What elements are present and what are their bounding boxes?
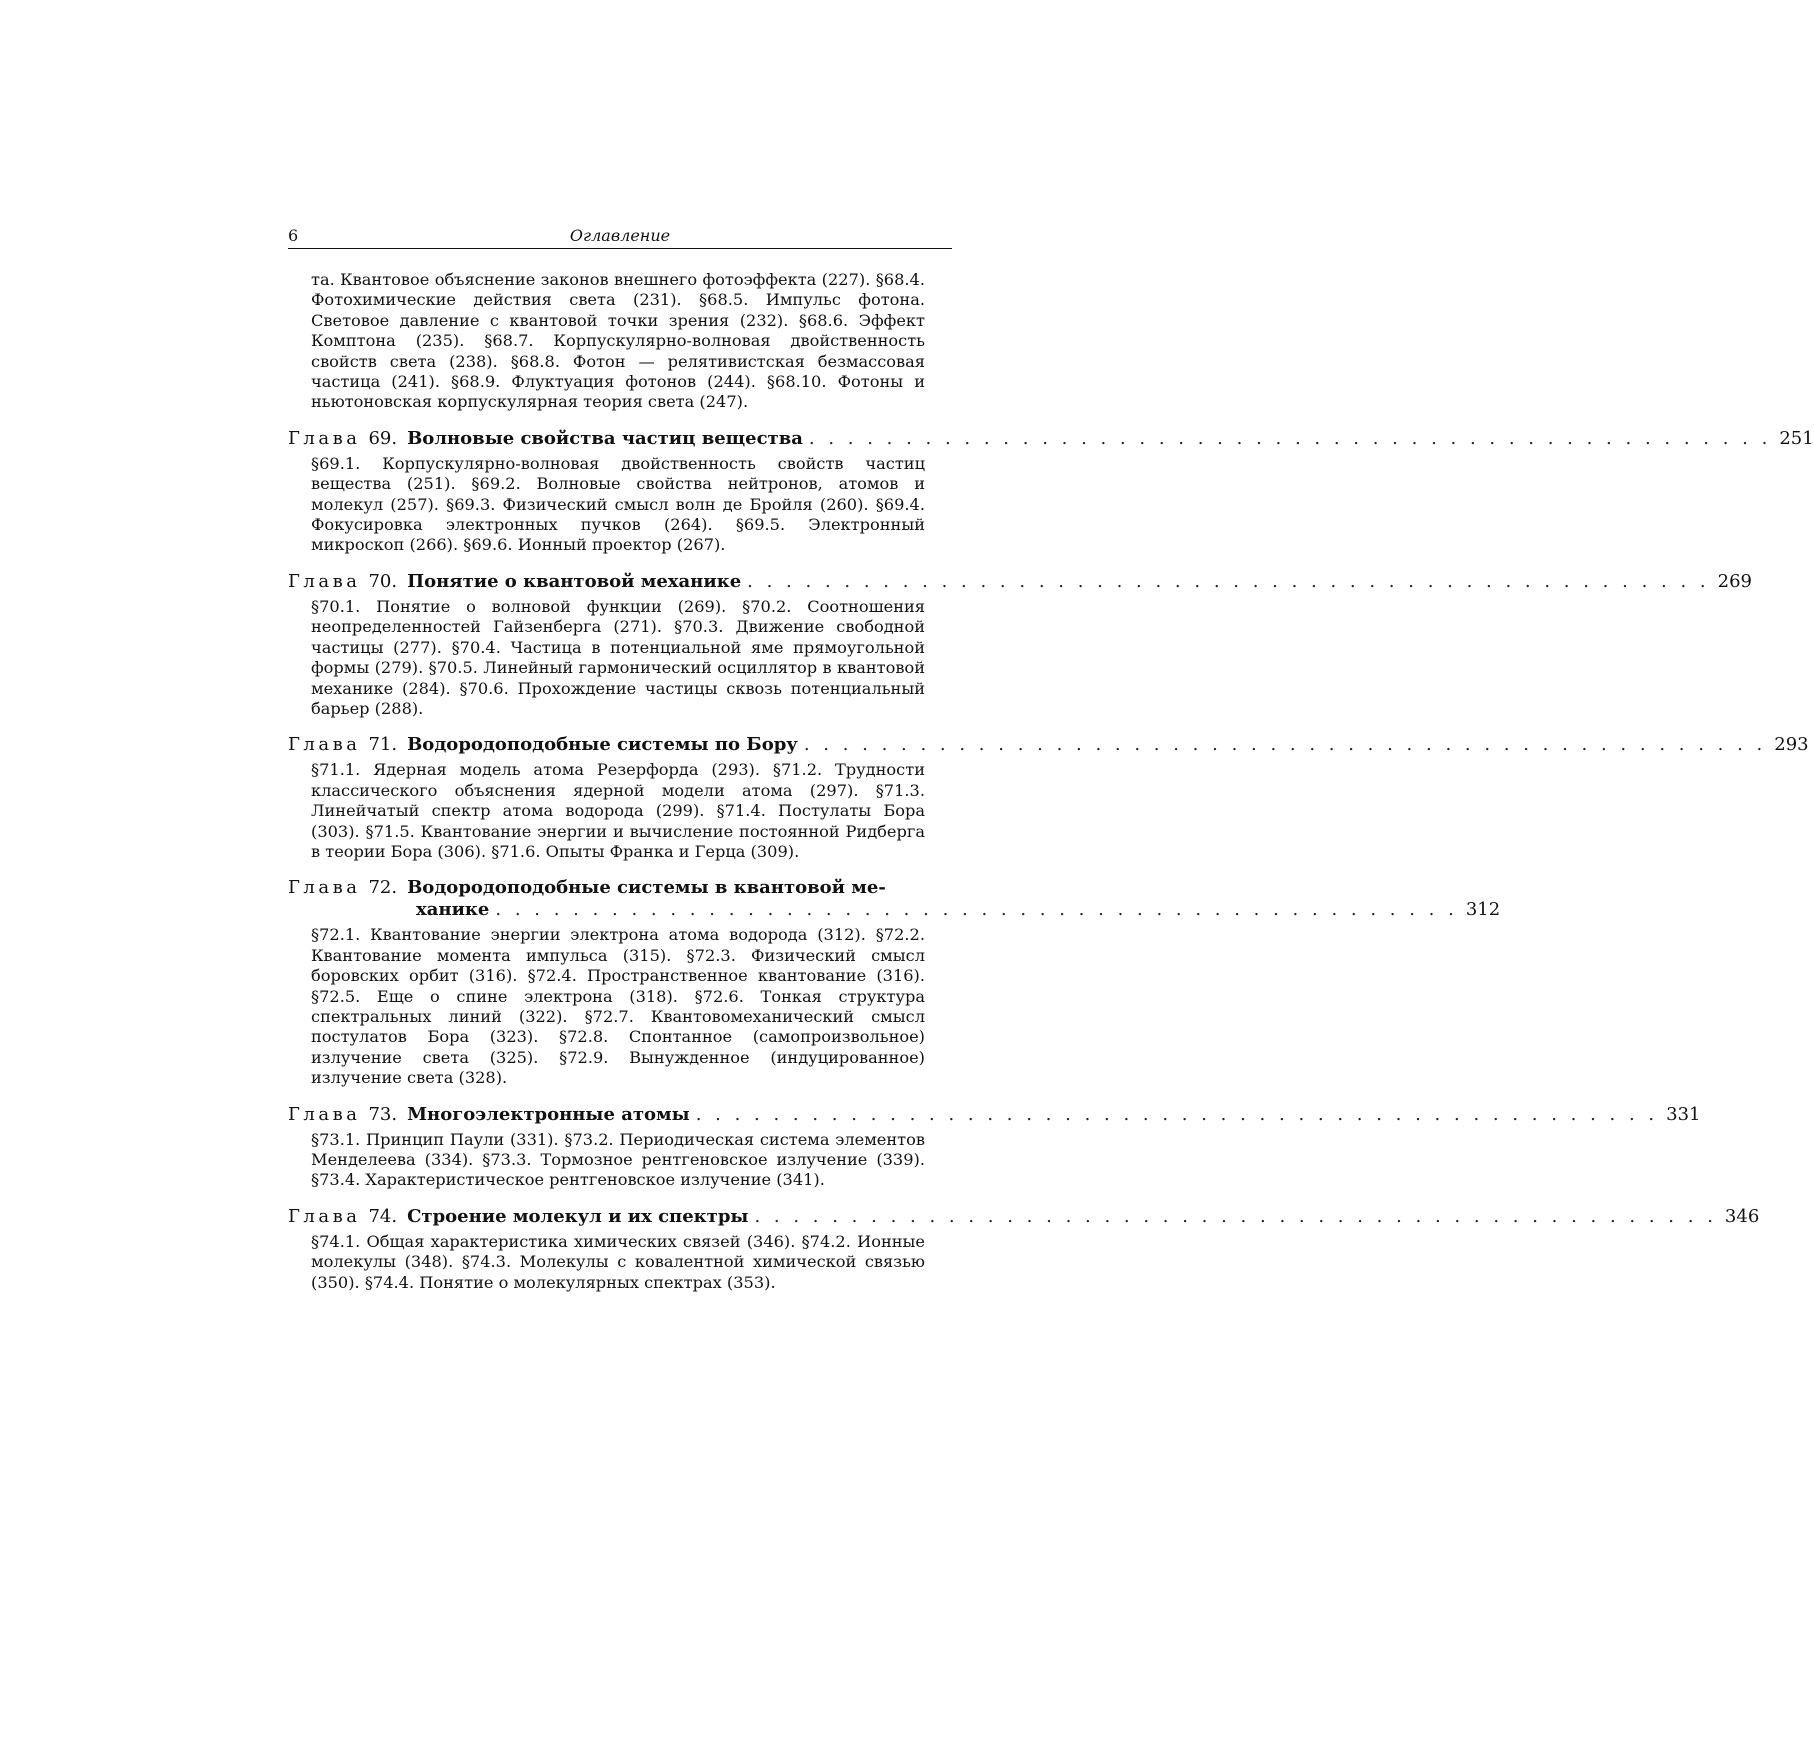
page-number: 6 [288,226,299,245]
chapter-title: Водородоподобные системы в квантовой ме- [407,877,886,899]
dot-leader: . . . . . . . . . . . . . . . . . . . . . . . . . . . . . . . . . . . . . . . . . . . . . . . . . . [754,1205,1717,1227]
intro-sections-paragraph: та. Квантовое объяснение законов внешнего фотоэффекта (227). §68.4. Фотохимические действия света (231). §68.5. Импульс фотона. Световое давление с квантовой точки зрения (232). §68.6. Эффект Комптона (235). §68.7. Корпускулярно-волновая двойственность свойств света (238). §68.8. Фотон — релятивистская безмассовая частица (241). §68.9. Флуктуация фотонов (244). §68.10. Фотоны и ньютоновская корпускулярная теория света (247). [311,270,925,412]
chapter-sections: §72.1. Квантование энергии электрона атома водорода (312). §72.2. Квантование момента импульса (315). §72.3. Физический смысл боровских орбит (316). §72.4. Пространственное квантование (316). §72.5. Еще о спине электрона (318). §72.6. Тонкая структура спектральных линий (322). §72.7. Квантовомеханический смысл постулатов Бора (323). §72.8. Спонтанное (самопроизвольное) излучение света (325). §72.9. Вынужденное (индуцированное) излучение света (328). [311,925,925,1088]
chapter-label: Глава [288,427,361,449]
dot-leader: . . . . . . . . . . . . . . . . . . . . . . . . . . . . . . . . . . . . . . . . . . . . . . . . . . [495,899,1458,921]
chapter-heading[interactable] [288,734,1809,756]
chapter-sections: §71.1. Ядерная модель атома Резерфорда (293). §71.2. Трудности классического объяснения ядерной модели атома (297). §71.3. Линейчатый спектр атома водорода (299). §71.4. Постулаты Бора (303). §71.5. Квантование энергии и вычисление постоянной Ридберга в теории Бора (306). §71.6. Опыты Франка и Герца (309). [311,760,925,861]
chapter-sections: §74.1. Общая характеристика химических связей (346). §74.2. Ионные молекулы (348). §74.3. Молекулы с ковалентной химической связью (350). §74.4. Понятие о молекулярных спектрах (353). [311,1231,925,1292]
chapter-70-entry [288,570,1752,719]
chapter-74-entry [288,1205,1760,1293]
chapter-heading[interactable] [288,1103,1701,1126]
chapter-label: Глава [288,877,361,899]
chapter-heading[interactable] [288,570,1752,593]
dot-leader: . . . . . . . . . . . . . . . . . . . . . . . . . . . . . . . . . . . . . . . . . . . . . . . . . . [808,427,1772,449]
dot-leader: . . . . . . . . . . . . . . . . . . . . . . . . . . . . . . . . . . . . . . . . . . . . . . . . . . [695,1103,1659,1125]
chapter-73-entry [288,1103,1701,1191]
chapter-label: Глава [288,734,361,756]
chapter-heading[interactable] [288,877,952,899]
chapter-number: 72. [368,877,398,899]
chapter-heading[interactable] [288,1205,1760,1228]
chapter-page: 269 [1717,570,1752,592]
chapter-sections: §73.1. Принцип Паули (331). §73.2. Периодическая система элементов Менделеева (334). §73.3. Тормозное рентгеновское излучение (339). §73.4. Характеристическое рентгеновское излучение (341). [311,1129,925,1190]
chapter-page: 312 [1465,899,1501,921]
chapter-sections: §70.1. Понятие о волновой функции (269). §70.2. Соотношения неопределенностей Гайзенберга (271). §70.3. Движение свободной частицы (277). §70.4. Частица в потенциальной яме прямоугольной формы (279). §70.5. Линейный гармонический осциллятор в квантовой механике (284). §70.6. Прохождение частицы сквозь потенциальный барьер (288). [311,596,925,718]
chapter-label: Глава [288,1205,361,1227]
chapter-71-entry [288,734,1809,862]
chapter-number: 69. [368,427,398,449]
chapter-title: Водородоподобные системы по Бору [407,734,798,756]
chapter-title: Строение молекул и их спектры [407,1205,749,1227]
dot-leader: . . . . . . . . . . . . . . . . . . . . . . . . . . . . . . . . . . . . . . . . . . . . . . . . . . [747,570,1710,592]
chapter-label: Глава [288,1103,361,1125]
chapter-number: 74. [368,1205,398,1227]
chapter-page: 346 [1724,1205,1760,1227]
chapter-number: 71. [368,734,398,756]
chapter-title: Волновые свойства частиц вещества [407,427,803,449]
table-of-contents [288,270,1814,1293]
chapter-page: 251 [1779,427,1814,449]
chapter-heading-continuation[interactable] [416,899,1501,921]
chapter-72-entry [288,877,1501,1088]
running-header [288,224,952,249]
running-title: Оглавление [569,226,671,245]
chapter-sections: §69.1. Корпускулярно-волновая двойственность свойств частиц вещества (251). §69.2. Волновые свойства нейтронов, атомов и молекул (257). §69.3. Физический смысл волн де Бройля (260). §69.4. Фокусировка электронных пучков (264). §69.5. Электронный микроскоп (266). §69.6. Ионный проектор (267). [311,453,925,555]
chapter-page: 331 [1666,1103,1701,1125]
chapter-number: 70. [368,570,398,592]
chapter-title: Понятие о квантовой механике [407,570,742,592]
dot-leader: . . . . . . . . . . . . . . . . . . . . . . . . . . . . . . . . . . . . . . . . . . . . . . . . . . [803,734,1767,756]
chapter-label: Глава [288,570,361,592]
chapter-number: 73. [368,1103,398,1125]
chapter-heading[interactable] [288,427,1814,450]
chapter-title: Многоэлектронные атомы [407,1103,690,1125]
chapter-page: 293 [1774,734,1809,756]
chapter-69-entry [288,427,1814,556]
chapter-title-continuation: ханике [416,899,490,921]
